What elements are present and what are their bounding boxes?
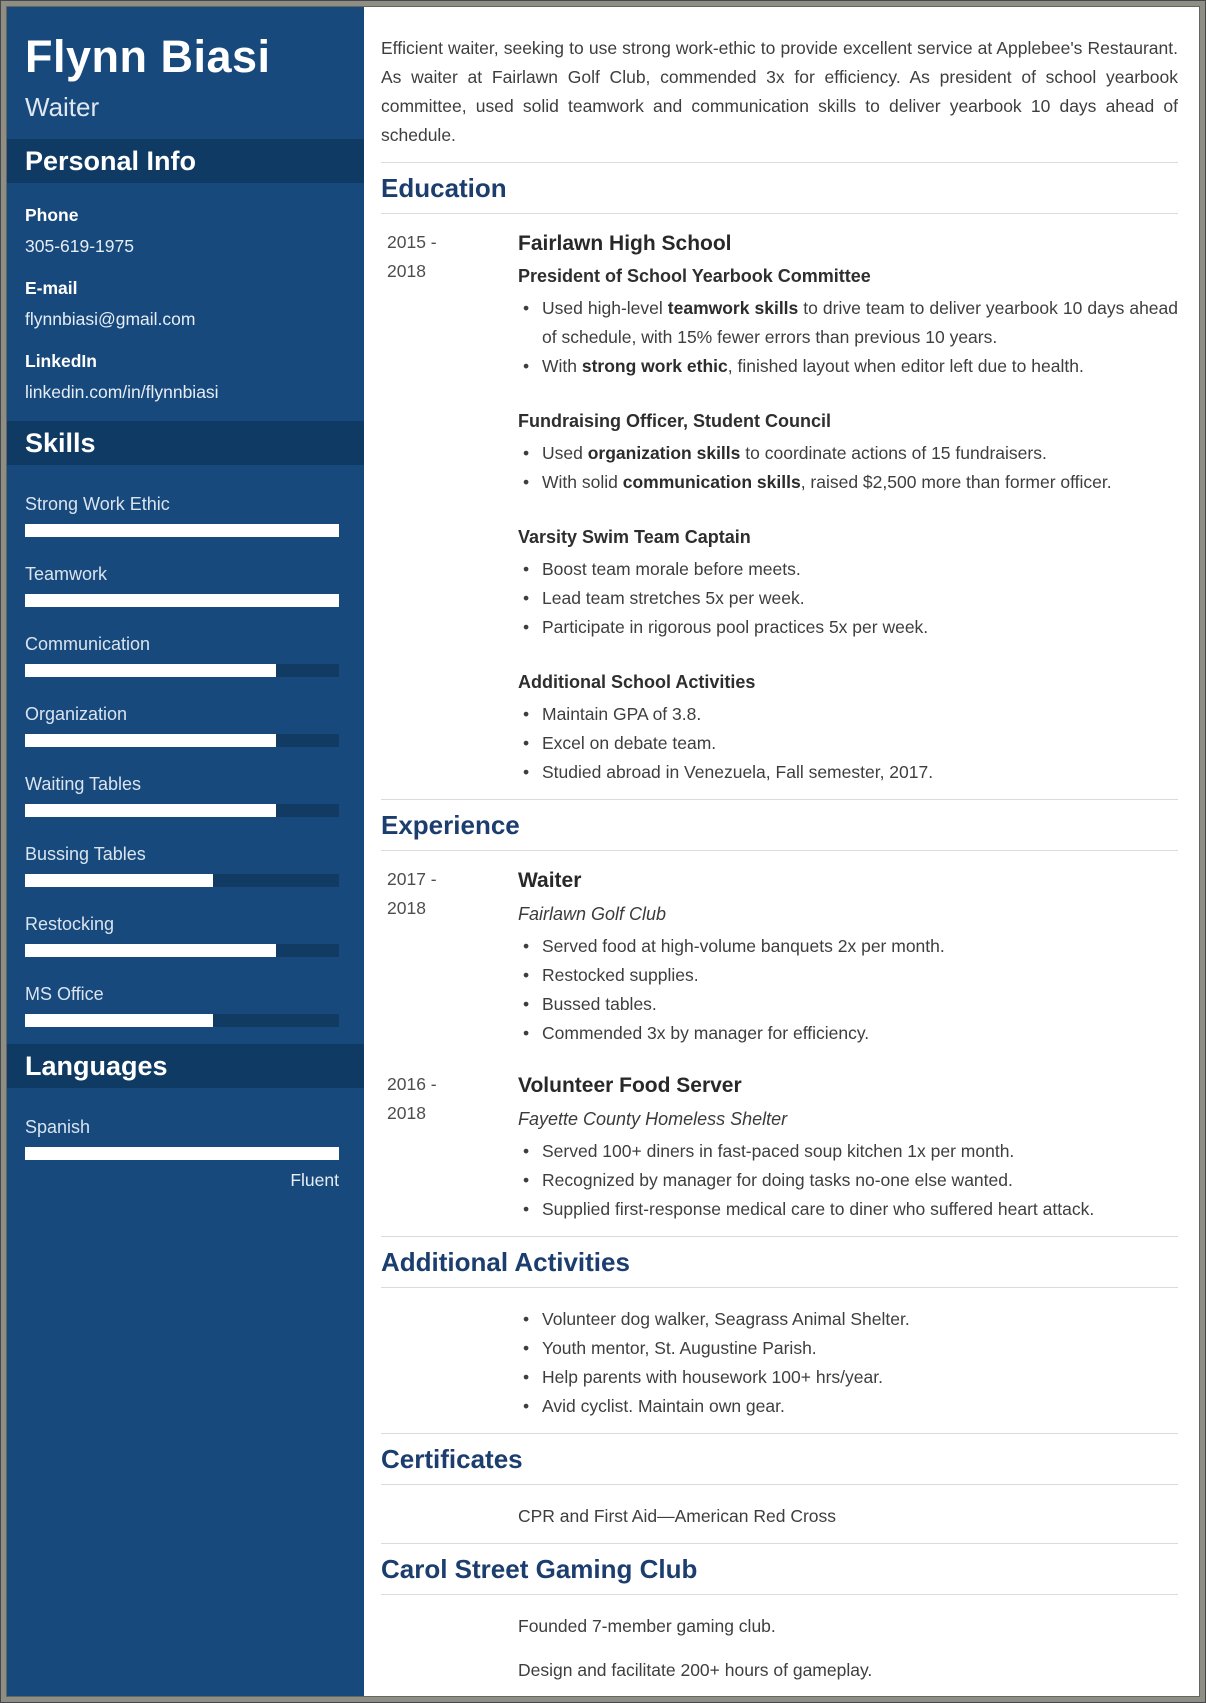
skill-bar-fill [25,734,276,747]
skill-bar-fill [25,944,276,957]
section-heading-block [381,1236,1178,1288]
bullet-item [518,1019,1178,1048]
entry [381,865,1178,1048]
section [381,1236,1178,1433]
entry-date-from: 2015 - [387,232,437,252]
group-heading: Additional School Activities [518,672,756,692]
bullet-marker: • [523,994,530,1014]
contact-label: Phone [25,205,79,225]
bullet-text: Avid cyclist. Maintain own gear. [542,1396,785,1416]
main-content [364,7,1199,1696]
bullet-text: Used organization skills to coordinate actions of 15 fundraisers. [542,443,1047,463]
entry-dates [381,865,518,1048]
bullet-item [518,932,1178,961]
entry-subtitle: Fayette County Homeless Shelter [518,1109,788,1129]
skill-label: Teamwork [25,564,108,584]
entry-title: Waiter [518,869,582,892]
skills-list [7,465,364,1027]
bullet-marker: • [523,965,530,985]
entry-group [518,932,1178,1048]
section-heading-block [381,162,1178,214]
bullet-item [518,729,1178,758]
bullet-text: Participate in rigorous pool practices 5x per week. [542,617,929,637]
skill-label: Restocking [25,914,115,934]
resume-page [7,7,1199,1696]
personal-info-section-title: Personal Info [7,139,364,183]
bullet-list [518,555,1178,642]
bullet-item [518,1363,1178,1392]
bullet-text: Used high-level teamwork skills to drive team to deliver yearbook 10 days ahead of schedule, with 15% fewer errors than previous 10 years. [542,298,1179,347]
section-title: Experience [381,810,520,840]
language-proficiency: Fluent [290,1170,339,1190]
bullet-text: Served 100+ diners in fast-paced soup kitchen 1x per month. [542,1141,1015,1161]
bullet-item [518,1137,1178,1166]
bullet-marker: • [523,356,530,376]
bullet-text: Maintain GPA of 3.8. [542,704,702,724]
bullet-marker: • [523,1023,530,1043]
section-body [381,1485,1178,1543]
skill-item [25,493,339,537]
entry-title: Volunteer Food Server [518,1074,742,1097]
paragraph: Design and facilitate 200+ hours of gameplay. [518,1660,873,1680]
bullet-text: With solid communication skills, raised $2,500 more than former officer. [542,472,1112,492]
bullet-marker: • [523,443,530,463]
bullet-marker: • [523,617,530,637]
bullet-list [518,1137,1178,1224]
language-label: Spanish [25,1117,91,1137]
skill-bar-track [25,734,339,747]
skill-bar-track [25,804,339,817]
bullet-item [518,961,1178,990]
bullet-marker: • [523,1367,530,1387]
bullet-list [518,700,1178,787]
skill-label: Organization [25,704,128,724]
section [381,1543,1178,1696]
entry-title: Fairlawn High School [518,232,732,255]
entry-group [518,262,1178,381]
skill-bar-track [25,1014,339,1027]
section-body [381,1595,1178,1696]
group-heading: Fundraising Officer, Student Council [518,411,832,431]
section-body [381,851,1178,1236]
section-title: Additional Activities [381,1247,630,1277]
bullet-item [518,584,1178,613]
skill-bar-fill [25,1147,339,1160]
entry-date-to: 2018 [387,261,426,281]
entry-group [518,407,1178,497]
skill-item [25,773,339,817]
job-title: Waiter [25,92,100,122]
section [381,1433,1178,1543]
bullet-text: Help parents with housework 100+ hrs/year. [542,1367,883,1387]
bullet-item [518,352,1178,381]
bullet-text: Restocked supplies. [542,965,699,985]
section-heading-block [381,1543,1178,1595]
bullet-marker: • [523,1141,530,1161]
bullet-item [518,555,1178,584]
skill-item [25,983,339,1027]
bullet-text: Bussed tables. [542,994,657,1014]
bullet-list [518,932,1178,1048]
skill-bar-fill [25,1014,213,1027]
entry-dates [381,1302,518,1421]
section-title: Certificates [381,1444,523,1474]
group-heading: Varsity Swim Team Captain [518,527,751,547]
contact-field [25,277,339,331]
entry-date-to: 2018 [387,1103,426,1123]
bullet-marker: • [523,1338,530,1358]
skill-label: Strong Work Ethic [25,494,170,514]
bullet-text: Boost team morale before meets. [542,559,801,579]
skill-bar-track [25,944,339,957]
entry [381,1302,1178,1421]
sidebar-header [7,7,364,122]
entry-group [518,1137,1178,1224]
language-item [25,1116,339,1191]
bullet-item [518,1334,1178,1363]
skill-bar-fill [25,874,213,887]
entry-content [518,1609,1178,1685]
entry [381,228,1178,787]
bullet-item [518,294,1178,352]
contact-value: linkedin.com/in/flynnbiasi [25,382,219,402]
section [381,162,1178,799]
entry-dates [381,1070,518,1224]
entry [381,1609,1178,1685]
contact-label: LinkedIn [25,351,97,371]
bullet-text: Commended 3x by manager for efficiency. [542,1023,870,1043]
entry-content [518,1302,1178,1421]
entry-dates [381,228,518,787]
bullet-text: Studied abroad in Venezuela, Fall semester, 2017. [542,762,934,782]
bullet-item [518,439,1178,468]
contact-value: 305-619-1975 [25,236,134,256]
bullet-text: Youth mentor, St. Augustine Parish. [542,1338,817,1358]
bullet-item [518,990,1178,1019]
bullet-text: Served food at high-volume banquets 2x per month. [542,936,945,956]
skill-bar-track [25,524,339,537]
bullet-item [518,1166,1178,1195]
entry-group [518,668,1178,787]
skill-bar-track [25,874,339,887]
section-body [381,214,1178,799]
contact-label: E-mail [25,278,78,298]
entry-dates [381,1609,518,1685]
bullet-item [518,1392,1178,1421]
bullet-marker: • [523,472,530,492]
bullet-text: With strong work ethic, finished layout when editor left due to health. [542,356,1084,376]
contact-field [25,204,339,258]
professional-summary: Efficient waiter, seeking to use strong work-ethic to provide excellent service at Applebee's Restaurant. As waiter at Fairlawn Golf Club, commended 3x for efficiency. As president of school yearbook committee, used solid teamwork and communication skills to deliver yearbook 10 days ahead of schedule. [381,38,1178,145]
languages-section-title: Languages [7,1044,364,1088]
skill-bar-track [25,664,339,677]
languages-list [7,1088,364,1191]
entry-content [518,1070,1178,1224]
skill-item [25,913,339,957]
skill-item [25,843,339,887]
bullet-list [518,439,1178,497]
bullet-item [518,613,1178,642]
bullet-text: Lead team stretches 5x per week. [542,588,805,608]
bullet-text: Supplied first-response medical care to diner who suffered heart attack. [542,1199,1095,1219]
entry-date-from: 2017 - [387,869,437,889]
section-body [381,1288,1178,1433]
personal-info-list [7,183,364,404]
bullet-item [518,1195,1178,1224]
candidate-name: Flynn Biasi [25,31,271,82]
bullet-marker: • [523,1396,530,1416]
skill-item [25,703,339,747]
bullet-text: Volunteer dog walker, Seagrass Animal Shelter. [542,1309,910,1329]
contact-field [25,350,339,404]
skill-label: MS Office [25,984,104,1004]
skill-bar-track [25,594,339,607]
entry [381,1499,1178,1531]
bullet-text: Excel on debate team. [542,733,717,753]
skills-section-title: Skills [7,421,364,465]
skill-bar-fill [25,804,276,817]
bullet-marker: • [523,1170,530,1190]
skill-bar-fill [25,664,276,677]
bullet-marker: • [523,704,530,724]
bullet-marker: • [523,1309,530,1329]
skill-label: Waiting Tables [25,774,142,794]
contact-value: flynnbiasi@gmail.com [25,309,196,329]
bullet-marker: • [523,733,530,753]
skill-bar-track [25,1147,339,1160]
bullet-list [518,1305,1178,1421]
bullet-item [518,468,1178,497]
bullet-item [518,758,1178,787]
entry-date-to: 2018 [387,898,426,918]
entry-dates [381,1499,518,1531]
entry-subtitle: Fairlawn Golf Club [518,904,667,924]
skill-label: Communication [25,634,151,654]
entry-content [518,228,1178,787]
bullet-marker: • [523,762,530,782]
entry-date-from: 2016 - [387,1074,437,1094]
skill-bar-fill [25,524,339,537]
group-heading: President of School Yearbook Committee [518,266,871,286]
entry [381,1070,1178,1224]
section-title: Carol Street Gaming Club [381,1554,698,1584]
entry-group [518,523,1178,642]
skill-bar-fill [25,594,339,607]
section-heading-block [381,799,1178,851]
paragraph: Founded 7-member gaming club. [518,1616,776,1636]
bullet-list [518,294,1178,381]
bullet-marker: • [523,936,530,956]
skill-item [25,633,339,677]
section-title: Education [381,173,507,203]
entry-content [518,1499,1178,1531]
bullet-marker: • [523,298,530,318]
bullet-marker: • [523,588,530,608]
resume-sections [381,162,1178,1696]
bullet-item [518,700,1178,729]
skill-item [25,563,339,607]
paragraph: CPR and First Aid—American Red Cross [518,1506,837,1526]
entry-group [518,1305,1178,1421]
bullet-item [518,1305,1178,1334]
sidebar [7,7,364,1696]
section-heading-block [381,1433,1178,1485]
section [381,799,1178,1236]
skill-label: Bussing Tables [25,844,146,864]
bullet-text: Recognized by manager for doing tasks no-one else wanted. [542,1170,1013,1190]
bullet-marker: • [523,559,530,579]
entry-content [518,865,1178,1048]
bullet-marker: • [523,1199,530,1219]
